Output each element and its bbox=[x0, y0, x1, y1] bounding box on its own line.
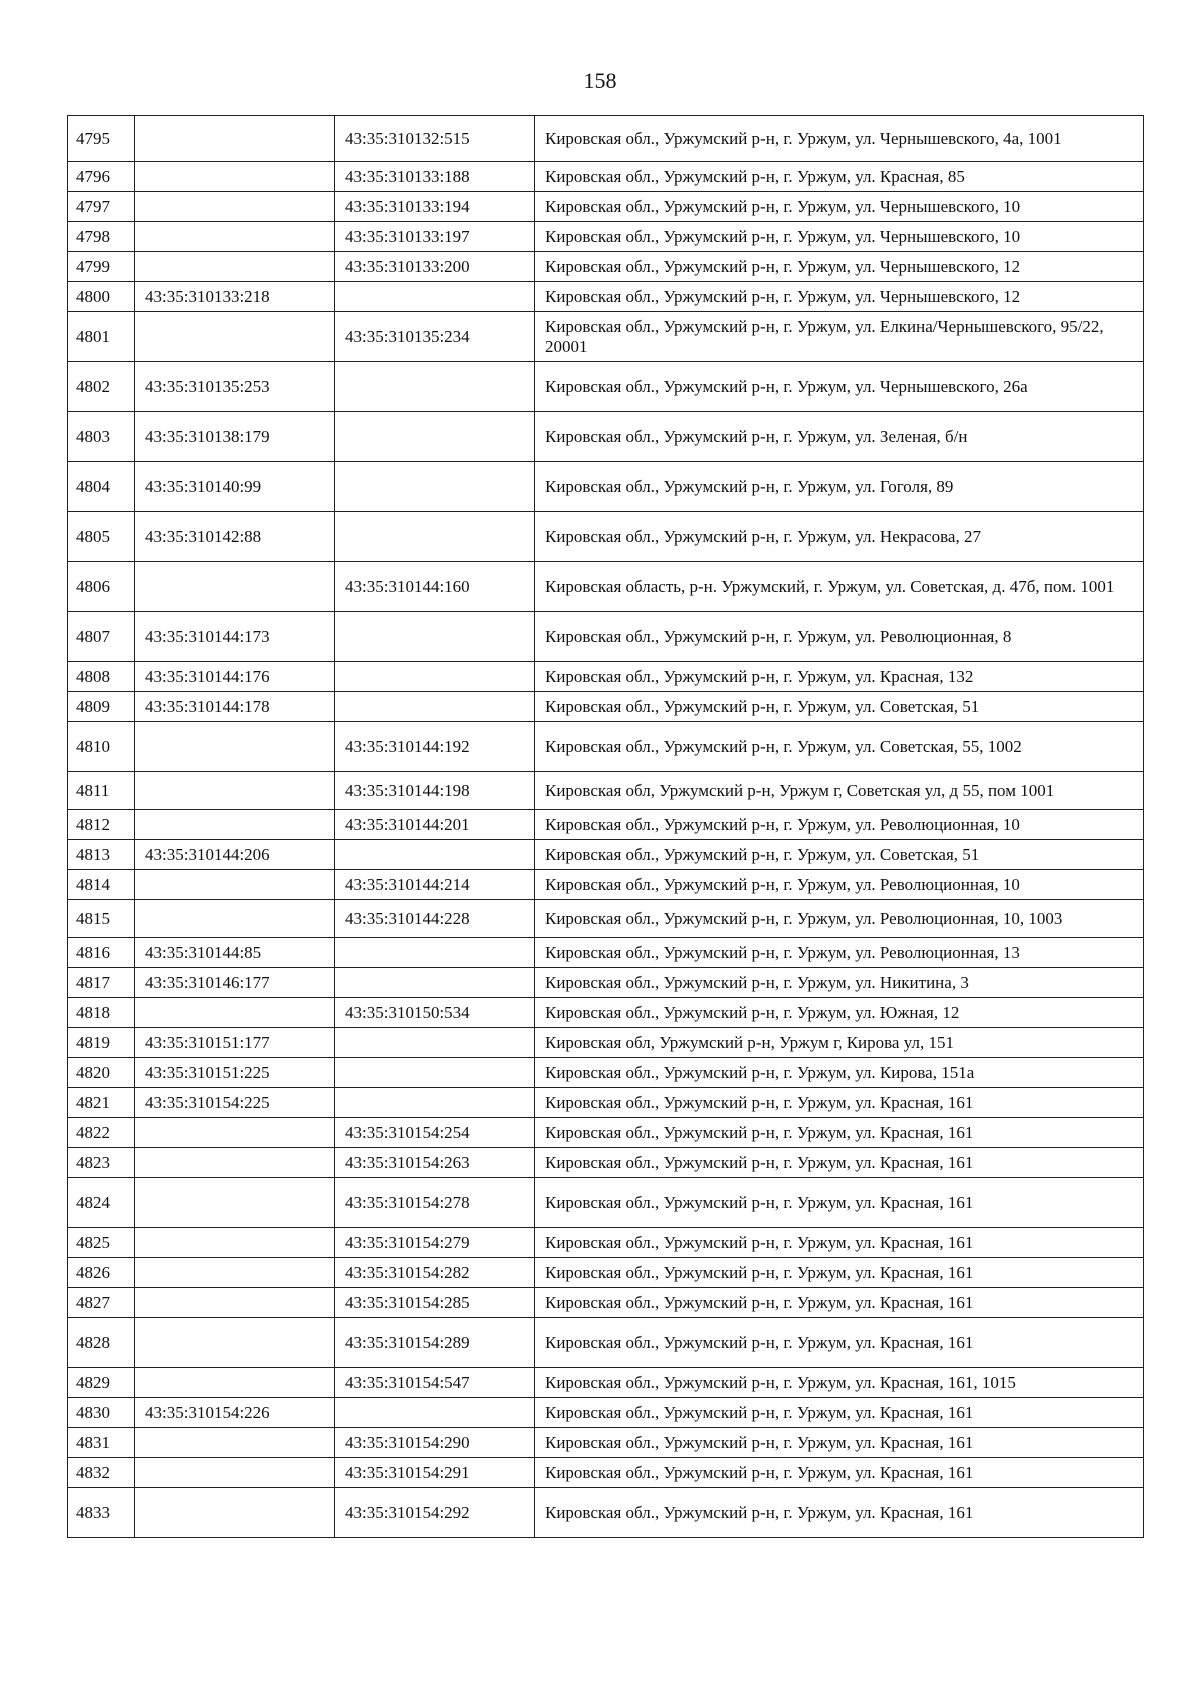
address-cell: Кировская обл., Уржумский р-н, г. Уржум, ул. Красная, 161 bbox=[535, 1178, 1144, 1228]
table-row bbox=[68, 1288, 1144, 1318]
row-number-cell: 4807 bbox=[68, 612, 135, 662]
cadastral-number-cell: 43:35:310133:200 bbox=[335, 252, 535, 282]
row-number-cell: 4800 bbox=[68, 282, 135, 312]
table-row bbox=[68, 1458, 1144, 1488]
address-cell: Кировская обл., Уржумский р-н, г. Уржум, ул. Советская, 51 bbox=[535, 692, 1144, 722]
table-row bbox=[68, 512, 1144, 562]
cadastral-number-cell: 43:35:310154:285 bbox=[335, 1288, 535, 1318]
cadastral-number-cell: 43:35:310144:206 bbox=[135, 840, 335, 870]
table-row bbox=[68, 1488, 1144, 1538]
cadastral-number-cell bbox=[335, 1028, 535, 1058]
address-cell: Кировская обл., Уржумский р-н, г. Уржум, ул. Революционная, 8 bbox=[535, 612, 1144, 662]
cadastral-number-cell bbox=[135, 772, 335, 810]
cadastral-number-cell: 43:35:310154:254 bbox=[335, 1118, 535, 1148]
cadastral-number-cell bbox=[135, 1228, 335, 1258]
table-row bbox=[68, 692, 1144, 722]
table-row bbox=[68, 192, 1144, 222]
table-row bbox=[68, 1258, 1144, 1288]
row-number-cell: 4818 bbox=[68, 998, 135, 1028]
address-cell: Кировская обл., Уржумский р-н, г. Уржум, ул. Некрасова, 27 bbox=[535, 512, 1144, 562]
row-number-cell: 4814 bbox=[68, 870, 135, 900]
page-number: 158 bbox=[583, 68, 617, 93]
cadastral-number-cell bbox=[335, 282, 535, 312]
address-cell: Кировская обл., Уржумский р-н, г. Уржум, ул. Чернышевского, 12 bbox=[535, 282, 1144, 312]
cadastral-number-cell: 43:35:310133:218 bbox=[135, 282, 335, 312]
row-number-cell: 4799 bbox=[68, 252, 135, 282]
cadastral-number-cell: 43:35:310144:85 bbox=[135, 938, 335, 968]
cadastral-number-cell bbox=[135, 1318, 335, 1368]
row-number-cell: 4829 bbox=[68, 1368, 135, 1398]
table-row bbox=[68, 1148, 1144, 1178]
cadastral-number-cell bbox=[335, 692, 535, 722]
address-cell: Кировская обл., Уржумский р-н, г. Уржум, ул. Чернышевского, 4а, 1001 bbox=[535, 116, 1144, 162]
table-row bbox=[68, 162, 1144, 192]
table-row bbox=[68, 116, 1144, 162]
address-cell: Кировская обл., Уржумский р-н, г. Уржум, ул. Красная, 161 bbox=[535, 1118, 1144, 1148]
row-number-cell: 4821 bbox=[68, 1088, 135, 1118]
cadastral-number-cell: 43:35:310144:173 bbox=[135, 612, 335, 662]
table-row bbox=[68, 840, 1144, 870]
table-row bbox=[68, 362, 1144, 412]
row-number-cell: 4796 bbox=[68, 162, 135, 192]
cadastral-number-cell: 43:35:310144:228 bbox=[335, 900, 535, 938]
address-cell: Кировская обл., Уржумский р-н, г. Уржум, ул. Красная, 161 bbox=[535, 1488, 1144, 1538]
cadastral-number-cell bbox=[135, 1148, 335, 1178]
table-row bbox=[68, 1428, 1144, 1458]
cadastral-number-cell: 43:35:310144:198 bbox=[335, 772, 535, 810]
address-cell: Кировская обл., Уржумский р-н, г. Уржум, ул. Революционная, 10 bbox=[535, 810, 1144, 840]
address-cell: Кировская обл., Уржумский р-н, г. Уржум, ул. Красная, 161 bbox=[535, 1398, 1144, 1428]
row-number-cell: 4831 bbox=[68, 1428, 135, 1458]
cadastral-number-cell bbox=[135, 1178, 335, 1228]
address-cell: Кировская обл., Уржумский р-н, г. Уржум, ул. Чернышевского, 26а bbox=[535, 362, 1144, 412]
row-number-cell: 4801 bbox=[68, 312, 135, 362]
cadastral-number-cell: 43:35:310154:292 bbox=[335, 1488, 535, 1538]
row-number-cell: 4815 bbox=[68, 900, 135, 938]
cadastral-number-cell bbox=[135, 222, 335, 252]
table-row bbox=[68, 870, 1144, 900]
row-number-cell: 4832 bbox=[68, 1458, 135, 1488]
registry-table-body bbox=[68, 116, 1144, 1538]
cadastral-number-cell bbox=[135, 1488, 335, 1538]
address-cell: Кировская обл., Уржумский р-н, г. Уржум, ул. Чернышевского, 12 bbox=[535, 252, 1144, 282]
row-number-cell: 4817 bbox=[68, 968, 135, 998]
row-number-cell: 4828 bbox=[68, 1318, 135, 1368]
cadastral-number-cell bbox=[135, 1258, 335, 1288]
address-cell: Кировская обл., Уржумский р-н, г. Уржум, ул. Красная, 85 bbox=[535, 162, 1144, 192]
address-cell: Кировская обл., Уржумский р-н, г. Уржум, ул. Чернышевского, 10 bbox=[535, 192, 1144, 222]
row-number-cell: 4802 bbox=[68, 362, 135, 412]
table-row bbox=[68, 662, 1144, 692]
cadastral-number-cell: 43:35:310144:160 bbox=[335, 562, 535, 612]
cadastral-number-cell: 43:35:310142:88 bbox=[135, 512, 335, 562]
address-cell: Кировская обл., Уржумский р-н, г. Уржум, ул. Красная, 161 bbox=[535, 1228, 1144, 1258]
cadastral-number-cell: 43:35:310151:177 bbox=[135, 1028, 335, 1058]
cadastral-number-cell bbox=[135, 252, 335, 282]
cadastral-number-cell bbox=[335, 840, 535, 870]
cadastral-number-cell bbox=[135, 116, 335, 162]
cadastral-number-cell: 43:35:310154:225 bbox=[135, 1088, 335, 1118]
row-number-cell: 4812 bbox=[68, 810, 135, 840]
row-number-cell: 4795 bbox=[68, 116, 135, 162]
table-row bbox=[68, 1088, 1144, 1118]
registry-table bbox=[67, 115, 1144, 1538]
row-number-cell: 4833 bbox=[68, 1488, 135, 1538]
cadastral-number-cell: 43:35:310154:279 bbox=[335, 1228, 535, 1258]
cadastral-number-cell bbox=[335, 938, 535, 968]
cadastral-number-cell: 43:35:310151:225 bbox=[135, 1058, 335, 1088]
row-number-cell: 4806 bbox=[68, 562, 135, 612]
cadastral-number-cell bbox=[135, 1458, 335, 1488]
table-row bbox=[68, 722, 1144, 772]
cadastral-number-cell bbox=[335, 362, 535, 412]
address-cell: Кировская обл., Уржумский р-н, г. Уржум, ул. Чернышевского, 10 bbox=[535, 222, 1144, 252]
address-cell: Кировская обл., Уржумский р-н, г. Уржум, ул. Красная, 161 bbox=[535, 1258, 1144, 1288]
row-number-cell: 4826 bbox=[68, 1258, 135, 1288]
table-row bbox=[68, 968, 1144, 998]
cadastral-number-cell bbox=[135, 722, 335, 772]
address-cell: Кировская обл., Уржумский р-н, г. Уржум, ул. Красная, 161 bbox=[535, 1288, 1144, 1318]
address-cell: Кировская обл., Уржумский р-н, г. Уржум, ул. Красная, 161 bbox=[535, 1318, 1144, 1368]
cadastral-number-cell: 43:35:310144:178 bbox=[135, 692, 335, 722]
cadastral-number-cell bbox=[135, 192, 335, 222]
table-row bbox=[68, 462, 1144, 512]
row-number-cell: 4811 bbox=[68, 772, 135, 810]
table-row bbox=[68, 412, 1144, 462]
cadastral-number-cell: 43:35:310154:289 bbox=[335, 1318, 535, 1368]
row-number-cell: 4809 bbox=[68, 692, 135, 722]
table-row bbox=[68, 1178, 1144, 1228]
cadastral-number-cell: 43:35:310140:99 bbox=[135, 462, 335, 512]
row-number-cell: 4797 bbox=[68, 192, 135, 222]
cadastral-number-cell bbox=[135, 870, 335, 900]
cadastral-number-cell bbox=[135, 312, 335, 362]
row-number-cell: 4820 bbox=[68, 1058, 135, 1088]
table-row bbox=[68, 612, 1144, 662]
cadastral-number-cell: 43:35:310133:197 bbox=[335, 222, 535, 252]
cadastral-number-cell: 43:35:310138:179 bbox=[135, 412, 335, 462]
row-number-cell: 4798 bbox=[68, 222, 135, 252]
row-number-cell: 4824 bbox=[68, 1178, 135, 1228]
row-number-cell: 4830 bbox=[68, 1398, 135, 1428]
cadastral-number-cell: 43:35:310135:234 bbox=[335, 312, 535, 362]
row-number-cell: 4808 bbox=[68, 662, 135, 692]
cadastral-number-cell bbox=[335, 412, 535, 462]
address-cell: Кировская обл, Уржумский р-н, Уржум г, Кирова ул, 151 bbox=[535, 1028, 1144, 1058]
address-cell: Кировская обл., Уржумский р-н, г. Уржум, ул. Гоголя, 89 bbox=[535, 462, 1144, 512]
row-number-cell: 4827 bbox=[68, 1288, 135, 1318]
row-number-cell: 4822 bbox=[68, 1118, 135, 1148]
address-cell: Кировская обл., Уржумский р-н, г. Уржум, ул. Красная, 161, 1015 bbox=[535, 1368, 1144, 1398]
cadastral-number-cell bbox=[335, 1088, 535, 1118]
cadastral-number-cell: 43:35:310144:176 bbox=[135, 662, 335, 692]
cadastral-number-cell bbox=[135, 562, 335, 612]
table-row bbox=[68, 1368, 1144, 1398]
cadastral-number-cell: 43:35:310144:192 bbox=[335, 722, 535, 772]
row-number-cell: 4805 bbox=[68, 512, 135, 562]
table-row bbox=[68, 772, 1144, 810]
cadastral-number-cell: 43:35:310154:291 bbox=[335, 1458, 535, 1488]
row-number-cell: 4803 bbox=[68, 412, 135, 462]
address-cell: Кировская обл., Уржумский р-н, г. Уржум, ул. Революционная, 13 bbox=[535, 938, 1144, 968]
cadastral-number-cell bbox=[135, 998, 335, 1028]
row-number-cell: 4804 bbox=[68, 462, 135, 512]
cadastral-number-cell: 43:35:310144:214 bbox=[335, 870, 535, 900]
table-row bbox=[68, 810, 1144, 840]
address-cell: Кировская обл., Уржумский р-н, г. Уржум, ул. Революционная, 10 bbox=[535, 870, 1144, 900]
address-cell: Кировская обл., Уржумский р-н, г. Уржум, ул. Зеленая, б/н bbox=[535, 412, 1144, 462]
cadastral-number-cell: 43:35:310154:226 bbox=[135, 1398, 335, 1428]
table-row bbox=[68, 900, 1144, 938]
table-row bbox=[68, 222, 1144, 252]
row-number-cell: 4810 bbox=[68, 722, 135, 772]
cadastral-number-cell bbox=[135, 1368, 335, 1398]
table-row bbox=[68, 252, 1144, 282]
cadastral-number-cell: 43:35:310154:547 bbox=[335, 1368, 535, 1398]
cadastral-number-cell bbox=[335, 968, 535, 998]
table-row bbox=[68, 1028, 1144, 1058]
address-cell: Кировская обл., Уржумский р-н, г. Уржум, ул. Елкина/Чернышевского, 95/22, 20001 bbox=[535, 312, 1144, 362]
cadastral-number-cell bbox=[335, 1398, 535, 1428]
table-row bbox=[68, 312, 1144, 362]
cadastral-number-cell bbox=[135, 900, 335, 938]
cadastral-number-cell bbox=[135, 162, 335, 192]
cadastral-number-cell bbox=[335, 512, 535, 562]
cadastral-number-cell bbox=[335, 612, 535, 662]
row-number-cell: 4816 bbox=[68, 938, 135, 968]
table-row bbox=[68, 1318, 1144, 1368]
cadastral-number-cell bbox=[335, 662, 535, 692]
address-cell: Кировская обл., Уржумский р-н, г. Уржум, ул. Никитина, 3 bbox=[535, 968, 1144, 998]
cadastral-number-cell bbox=[135, 1118, 335, 1148]
cadastral-number-cell bbox=[135, 1428, 335, 1458]
address-cell: Кировская область, р-н. Уржумский, г. Уржум, ул. Советская, д. 47б, пом. 1001 bbox=[535, 562, 1144, 612]
address-cell: Кировская обл., Уржумский р-н, г. Уржум, ул. Революционная, 10, 1003 bbox=[535, 900, 1144, 938]
cadastral-number-cell: 43:35:310154:263 bbox=[335, 1148, 535, 1178]
cadastral-number-cell: 43:35:310133:188 bbox=[335, 162, 535, 192]
cadastral-number-cell bbox=[335, 1058, 535, 1088]
address-cell: Кировская обл., Уржумский р-н, г. Уржум, ул. Красная, 161 bbox=[535, 1428, 1144, 1458]
table-row bbox=[68, 1228, 1144, 1258]
row-number-cell: 4819 bbox=[68, 1028, 135, 1058]
address-cell: Кировская обл., Уржумский р-н, г. Уржум, ул. Красная, 132 bbox=[535, 662, 1144, 692]
row-number-cell: 4823 bbox=[68, 1148, 135, 1178]
address-cell: Кировская обл., Уржумский р-н, г. Уржум, ул. Красная, 161 bbox=[535, 1458, 1144, 1488]
cadastral-number-cell: 43:35:310154:290 bbox=[335, 1428, 535, 1458]
address-cell: Кировская обл., Уржумский р-н, г. Уржум, ул. Красная, 161 bbox=[535, 1088, 1144, 1118]
cadastral-number-cell: 43:35:310154:282 bbox=[335, 1258, 535, 1288]
cadastral-number-cell: 43:35:310135:253 bbox=[135, 362, 335, 412]
address-cell: Кировская обл., Уржумский р-н, г. Уржум, ул. Советская, 55, 1002 bbox=[535, 722, 1144, 772]
address-cell: Кировская обл., Уржумский р-н, г. Уржум, ул. Кирова, 151а bbox=[535, 1058, 1144, 1088]
cadastral-number-cell: 43:35:310144:201 bbox=[335, 810, 535, 840]
table-row bbox=[68, 938, 1144, 968]
table-row bbox=[68, 1118, 1144, 1148]
address-cell: Кировская обл., Уржумский р-н, г. Уржум, ул. Красная, 161 bbox=[535, 1148, 1144, 1178]
cadastral-number-cell: 43:35:310146:177 bbox=[135, 968, 335, 998]
table-row bbox=[68, 562, 1144, 612]
row-number-cell: 4825 bbox=[68, 1228, 135, 1258]
table-row bbox=[68, 1398, 1144, 1428]
address-cell: Кировская обл., Уржумский р-н, г. Уржум, ул. Южная, 12 bbox=[535, 998, 1144, 1028]
table-row bbox=[68, 998, 1144, 1028]
table-row bbox=[68, 1058, 1144, 1088]
cadastral-number-cell: 43:35:310150:534 bbox=[335, 998, 535, 1028]
cadastral-number-cell: 43:35:310132:515 bbox=[335, 116, 535, 162]
cadastral-number-cell bbox=[135, 810, 335, 840]
cadastral-number-cell bbox=[135, 1288, 335, 1318]
row-number-cell: 4813 bbox=[68, 840, 135, 870]
address-cell: Кировская обл., Уржумский р-н, г. Уржум, ул. Советская, 51 bbox=[535, 840, 1144, 870]
cadastral-number-cell: 43:35:310154:278 bbox=[335, 1178, 535, 1228]
address-cell: Кировская обл, Уржумский р-н, Уржум г, Советская ул, д 55, пом 1001 bbox=[535, 772, 1144, 810]
cadastral-number-cell bbox=[335, 462, 535, 512]
cadastral-number-cell: 43:35:310133:194 bbox=[335, 192, 535, 222]
table-row bbox=[68, 282, 1144, 312]
